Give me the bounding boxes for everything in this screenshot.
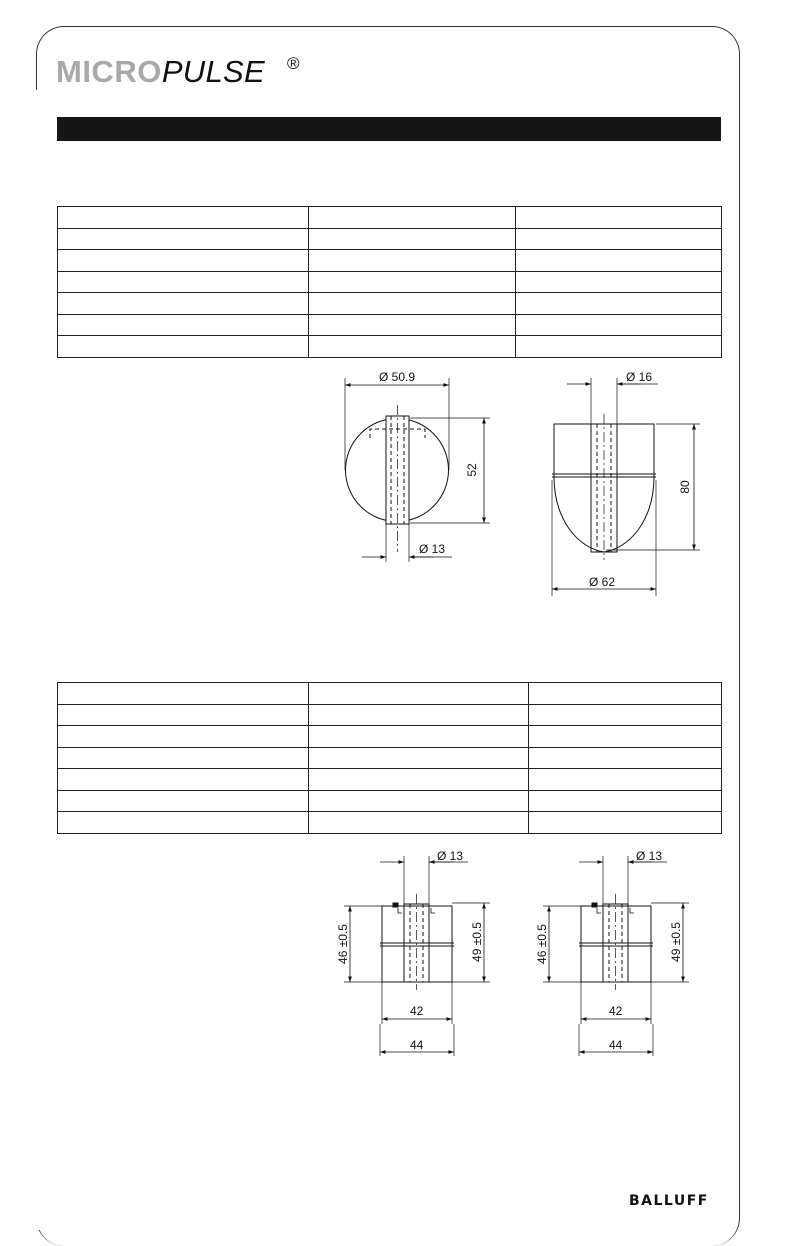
bullet-diameter-label: Ø 62	[589, 575, 616, 589]
cylinder-float-2-drawing	[543, 856, 689, 1056]
cylinder2-inner-width-label: 42	[609, 1004, 623, 1018]
bullet-height-label: 80	[678, 480, 692, 494]
cylinder1-inner-width-label: 42	[410, 1004, 424, 1018]
cylinder1-outer-width-label: 44	[410, 1038, 424, 1052]
sphere-height-label: 52	[465, 463, 479, 477]
sphere-bore-label: Ø 13	[419, 542, 446, 556]
sphere-diameter-label: Ø 50.9	[379, 370, 416, 384]
cylinder2-outer-width-label: 44	[609, 1038, 623, 1052]
cylinder1-left-height-label: 46 ±0.5	[336, 924, 350, 964]
registered-mark: ®	[287, 54, 300, 73]
logo-text-micro: MICRO	[56, 54, 162, 89]
cylinder-float-1-drawing	[344, 856, 490, 1056]
bullet-bore-label: Ø 16	[626, 370, 653, 384]
cylinder2-bore-label: Ø 13	[636, 849, 663, 863]
cylinder2-left-height-label: 46 ±0.5	[535, 924, 549, 964]
cylinder1-right-height-label: 49 ±0.5	[470, 922, 484, 962]
balluff-logo: BALLUFF	[629, 1193, 709, 1209]
cylinder1-bore-label: Ø 13	[437, 849, 464, 863]
logo-text-pulse: PULSE	[161, 54, 265, 89]
cylinder2-right-height-label: 49 ±0.5	[669, 922, 683, 962]
